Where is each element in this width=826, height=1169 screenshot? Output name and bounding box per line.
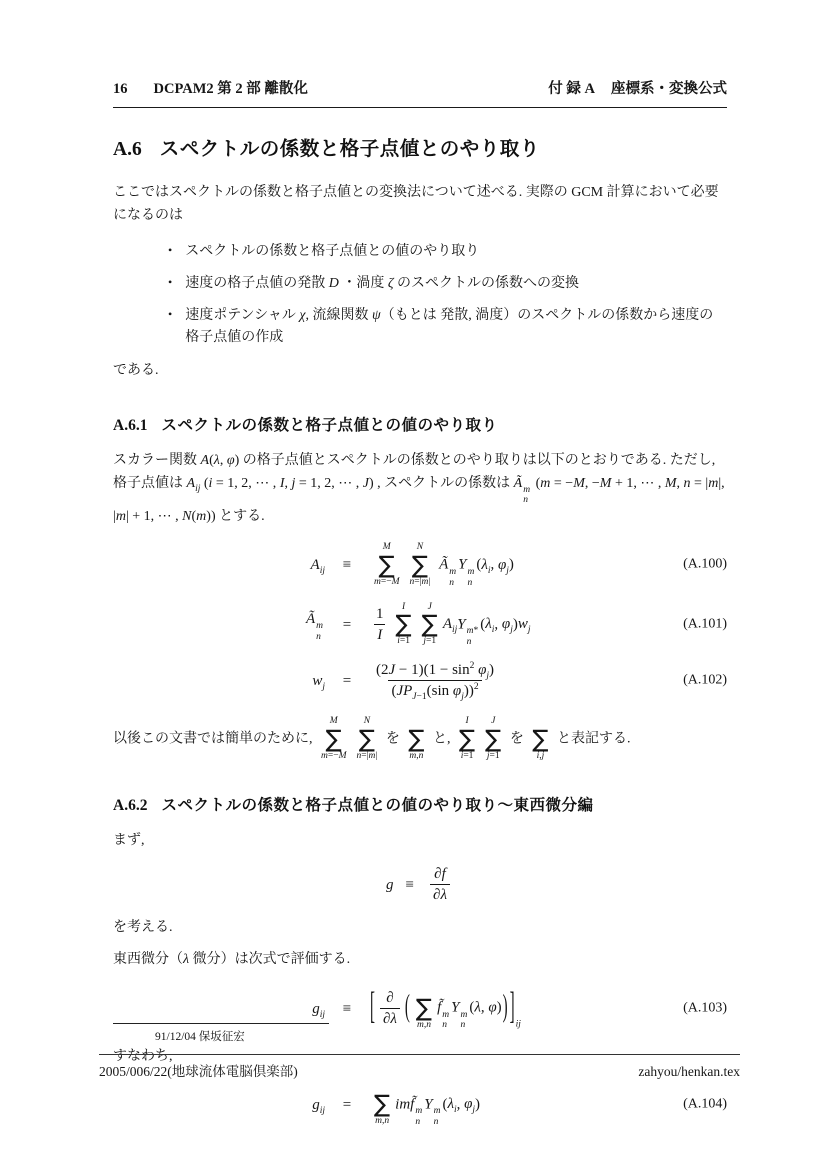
equation-relation: ≡ [405, 876, 415, 893]
notation-paragraph: 以後この文書では簡単のために, M ∑ m=−M N ∑ n=|m| を ∑ m,n と, I ∑ i=1 J ∑ j=1 を ∑ i,j と表記する. [113, 716, 631, 761]
equation-a100 [113, 542, 727, 589]
page-footer [99, 1054, 740, 1083]
equation-number: (A.104) [683, 1096, 727, 1112]
equation-g-definition [113, 865, 727, 904]
section-number: A.6.1 [113, 416, 148, 434]
equation-rhs: $\frac{\partial f}{\partial\lambda}$ [426, 865, 454, 904]
kangaeru-text: を考える. [113, 920, 173, 936]
list-item [168, 241, 727, 264]
equation-number: (A.100) [683, 556, 727, 572]
mazu-text: まず, [113, 832, 145, 848]
equation-relation: ≡ [342, 1000, 352, 1017]
intro-paragraph: ここではスペクトルの係数と格子点値との変換法について述べる. 実際の GCM 計算において必要になるのは [113, 185, 719, 223]
section-heading-a62 [113, 793, 727, 818]
section-number: A.6 [113, 139, 142, 161]
header-appendix-label: 付 録 A [548, 81, 595, 97]
list-item-text: 速度ポテンシャル χ, 流線関数 ψ（もとは 発散, 渦度）のスペクトルの係数から速度の格子点値の作成 [185, 307, 714, 346]
equation-relation: = [342, 616, 352, 633]
dearu-text: である. [113, 363, 159, 379]
header-left [113, 78, 308, 101]
equation-rhs: $\frac{(2J - 1)(1 - \sin^2 \varphi_j)}{(JP_{J-1}(\sin \varphi_j))^2}$ [376, 661, 495, 703]
equation-rhs: ∑ m,n imf̃ m n Y m n ($\lambda_i$, $\varphi_j$) [374, 1090, 481, 1128]
equation-lhs: $g_{ij}$ [312, 1096, 325, 1116]
equation-lhs: $g_{ij}$ [312, 1000, 325, 1020]
list-item-text: 速度の格子点値の発散 D ・渦度 ζ のスペクトルの係数への変換 [185, 276, 579, 292]
list-item [168, 305, 727, 350]
section-title: スペクトルの係数と格子点値との値のやり取り [161, 416, 498, 434]
header-chapter-title: DCPAM2 第 2 部 離散化 [153, 81, 308, 97]
equation-rhs: M ∑ m=−M N ∑ n=|m| Ã m n Y m n ($\lambda_i$, $\varphi_j$) [374, 542, 514, 588]
equation-relation: = [342, 1096, 352, 1113]
equation-lhs: Ã m n [305, 610, 323, 642]
bullet-icon: • [168, 243, 173, 258]
equation-lhs: g [386, 876, 394, 893]
equation-a101 [113, 602, 727, 649]
equation-rhs: [ $\frac{\partial}{\partial\lambda}$ ( ∑ m,n f̃ m n Y m n (λ, φ)) ]$_{ij}$ [370, 987, 521, 1031]
bullet-icon: • [168, 306, 173, 321]
equation-a104 [113, 1082, 727, 1129]
tozai-paragraph: 東西微分（λ 微分）は次式で評価する. [113, 952, 351, 968]
equation-number: (A.101) [683, 616, 727, 632]
footer-left-text: 2005/006/22(地球流体電脳倶楽部) [99, 1064, 298, 1080]
equation-number: (A.103) [683, 1000, 727, 1016]
requirements-list [113, 241, 727, 350]
section-title: スペクトルの係数と格子点値とのやり取り [159, 138, 540, 161]
equation-lhs: $A_{ij}$ [310, 557, 325, 577]
section-title: スペクトルの係数と格子点値との値のやり取り～東西微分編 [161, 796, 594, 814]
footer-rule [99, 1054, 740, 1055]
equation-relation: = [342, 672, 352, 689]
running-header [113, 78, 727, 108]
bullet-icon: • [168, 275, 173, 290]
header-right [548, 78, 727, 101]
list-item-text: スペクトルの係数と格子点値との値のやり取り [185, 244, 480, 260]
equation-lhs: $w_j$ [312, 672, 325, 692]
section-number: A.6.2 [113, 796, 148, 814]
sunawachi-text: すなわち, [113, 1048, 173, 1064]
section-heading-a61 [113, 413, 727, 438]
equation-number: (A.102) [683, 672, 727, 688]
equation-rhs: $\frac{1}{I}$ I ∑ i=1 J ∑ j=1 $A_{ij}Y$ m* n ($\lambda_i$, $\varphi_j)w_j$ [376, 601, 531, 648]
equation-relation: ≡ [342, 557, 352, 574]
header-appendix-title: 座標系・変換公式 [611, 81, 727, 97]
footnote-block [113, 1023, 329, 1045]
equation-a102 [113, 661, 727, 703]
list-item [168, 273, 727, 296]
footnote-rule [113, 1023, 329, 1024]
a61-paragraph: スカラー関数 A(λ, φ) の格子点値とスペクトルの係数とのやり取りは以下のとおりである. ただし, 格子点値は $A_{ij}$ (i = 1, 2, ⋯ , I, j = 1, 2, ⋯ , J) , スペクトルの係数は Ã m n (m = −M, −M + 1, ⋯ , M, n = |m|, |m| + 1, ⋯ , N(m)) とする. [113, 452, 725, 525]
page-number: 16 [113, 81, 128, 97]
footnote-text: 91/12/04 保坂征宏 [155, 1030, 245, 1043]
section-heading-a6 [113, 134, 727, 166]
footer-right-text: zahyou/henkan.tex [638, 1064, 740, 1080]
